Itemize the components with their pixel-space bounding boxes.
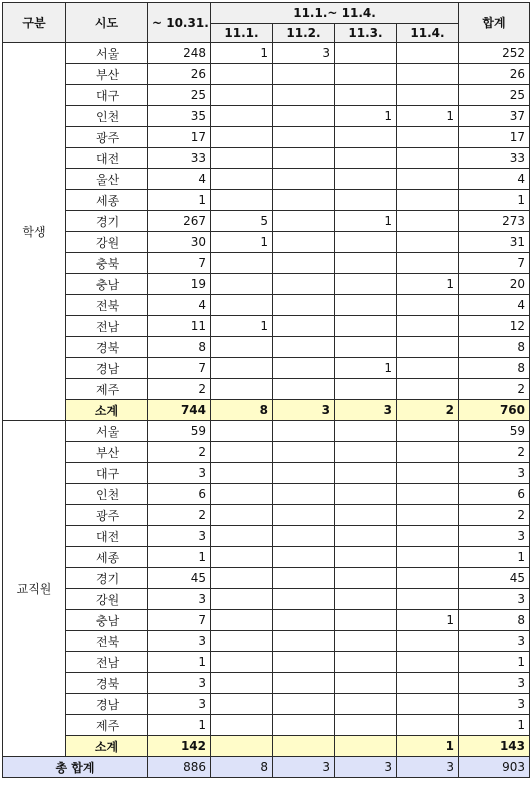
subtotal-d4-cell: 2 <box>397 400 459 421</box>
d1-cell <box>211 253 273 274</box>
d2-cell <box>273 652 335 673</box>
d2-cell <box>273 589 335 610</box>
header-day-4: 11.4. <box>397 23 459 43</box>
d4-cell: 1 <box>397 274 459 295</box>
d3-cell <box>335 694 397 715</box>
d1-cell <box>211 547 273 568</box>
region-cell: 서울 <box>66 43 148 64</box>
grand-total-d1-cell: 8 <box>211 757 273 778</box>
d1-cell <box>211 589 273 610</box>
total-cell: 20 <box>459 274 530 295</box>
d1-cell <box>211 610 273 631</box>
d4-cell <box>397 295 459 316</box>
region-cell: 세종 <box>66 547 148 568</box>
table-row <box>3 43 530 64</box>
d4-cell <box>397 463 459 484</box>
until-cell: 2 <box>148 379 211 400</box>
total-cell: 25 <box>459 85 530 106</box>
region-cell: 강원 <box>66 232 148 253</box>
region-cell: 대전 <box>66 148 148 169</box>
d4-cell: 1 <box>397 106 459 127</box>
d3-cell <box>335 232 397 253</box>
d2-cell <box>273 379 335 400</box>
total-cell: 4 <box>459 295 530 316</box>
d4-cell <box>397 484 459 505</box>
table-body <box>3 43 530 778</box>
d2-cell <box>273 421 335 442</box>
d4-cell: 1 <box>397 610 459 631</box>
d3-cell: 1 <box>335 106 397 127</box>
subtotal-d1-cell <box>211 736 273 757</box>
d2-cell <box>273 85 335 106</box>
until-cell: 45 <box>148 568 211 589</box>
d4-cell <box>397 673 459 694</box>
until-cell: 35 <box>148 106 211 127</box>
d1-cell <box>211 148 273 169</box>
d1-cell <box>211 358 273 379</box>
d4-cell <box>397 358 459 379</box>
total-cell: 37 <box>459 106 530 127</box>
d1-cell <box>211 484 273 505</box>
group-label: 교직원 <box>3 421 66 757</box>
d4-cell <box>397 253 459 274</box>
d3-cell <box>335 463 397 484</box>
group-label: 학생 <box>3 43 66 421</box>
header-until: ~ 10.31. <box>148 3 211 43</box>
until-cell: 11 <box>148 316 211 337</box>
d1-cell <box>211 64 273 85</box>
d1-cell <box>211 127 273 148</box>
total-cell: 8 <box>459 610 530 631</box>
region-cell: 부산 <box>66 64 148 85</box>
d1-cell <box>211 652 273 673</box>
region-cell: 대구 <box>66 463 148 484</box>
subtotal-until-cell: 142 <box>148 736 211 757</box>
total-cell: 12 <box>459 316 530 337</box>
region-cell: 서울 <box>66 421 148 442</box>
d1-cell <box>211 463 273 484</box>
until-cell: 3 <box>148 526 211 547</box>
header-day-2: 11.2. <box>273 23 335 43</box>
d1-cell <box>211 442 273 463</box>
d4-cell <box>397 64 459 85</box>
region-cell: 울산 <box>66 169 148 190</box>
region-cell: 충남 <box>66 274 148 295</box>
region-cell: 전남 <box>66 316 148 337</box>
table-row <box>3 715 530 736</box>
total-cell: 59 <box>459 421 530 442</box>
total-cell: 7 <box>459 253 530 274</box>
subtotal-total-cell: 760 <box>459 400 530 421</box>
table-row <box>3 652 530 673</box>
grand-total-label: 총 합계 <box>3 757 148 778</box>
total-cell: 1 <box>459 547 530 568</box>
d3-cell <box>335 673 397 694</box>
d3-cell <box>335 169 397 190</box>
d4-cell <box>397 379 459 400</box>
d1-cell <box>211 694 273 715</box>
d4-cell <box>397 232 459 253</box>
d1-cell: 1 <box>211 43 273 64</box>
table-row <box>3 106 530 127</box>
until-cell: 3 <box>148 694 211 715</box>
total-cell: 1 <box>459 715 530 736</box>
total-cell: 3 <box>459 694 530 715</box>
subtotal-d3-cell <box>335 736 397 757</box>
total-cell: 8 <box>459 358 530 379</box>
d2-cell <box>273 673 335 694</box>
total-cell: 26 <box>459 64 530 85</box>
d3-cell <box>335 484 397 505</box>
d2-cell <box>273 295 335 316</box>
header-period: 11.1.~ 11.4. <box>211 3 459 24</box>
d1-cell <box>211 295 273 316</box>
d4-cell <box>397 43 459 64</box>
d1-cell <box>211 421 273 442</box>
until-cell: 2 <box>148 505 211 526</box>
until-cell: 8 <box>148 337 211 358</box>
d1-cell <box>211 673 273 694</box>
d4-cell <box>397 316 459 337</box>
d2-cell: 3 <box>273 43 335 64</box>
header-category: 구분 <box>3 3 66 43</box>
d4-cell <box>397 505 459 526</box>
until-cell: 1 <box>148 652 211 673</box>
until-cell: 33 <box>148 148 211 169</box>
d1-cell <box>211 631 273 652</box>
d2-cell <box>273 190 335 211</box>
table-row <box>3 85 530 106</box>
d1-cell: 5 <box>211 211 273 232</box>
d2-cell <box>273 316 335 337</box>
until-cell: 1 <box>148 547 211 568</box>
header-region: 시도 <box>66 3 148 43</box>
region-cell: 대구 <box>66 85 148 106</box>
until-cell: 7 <box>148 358 211 379</box>
until-cell: 248 <box>148 43 211 64</box>
d3-cell <box>335 610 397 631</box>
d3-cell <box>335 631 397 652</box>
until-cell: 267 <box>148 211 211 232</box>
table-row <box>3 568 530 589</box>
d3-cell <box>335 442 397 463</box>
stats-table-container <box>2 2 529 778</box>
d4-cell <box>397 85 459 106</box>
d2-cell <box>273 337 335 358</box>
total-cell: 8 <box>459 337 530 358</box>
grand-total-d3-cell: 3 <box>335 757 397 778</box>
until-cell: 6 <box>148 484 211 505</box>
subtotal-d3-cell: 3 <box>335 400 397 421</box>
d4-cell <box>397 652 459 673</box>
until-cell: 3 <box>148 589 211 610</box>
total-cell: 273 <box>459 211 530 232</box>
region-cell: 제주 <box>66 715 148 736</box>
table-row <box>3 589 530 610</box>
d2-cell <box>273 211 335 232</box>
d1-cell <box>211 190 273 211</box>
subtotal-d4-cell: 1 <box>397 736 459 757</box>
d2-cell <box>273 64 335 85</box>
table-row <box>3 295 530 316</box>
table-row <box>3 148 530 169</box>
subtotal-row <box>3 400 530 421</box>
d3-cell <box>335 190 397 211</box>
d3-cell <box>335 274 397 295</box>
d1-cell: 1 <box>211 316 273 337</box>
table-row <box>3 274 530 295</box>
header-total: 합계 <box>459 3 530 43</box>
d4-cell <box>397 442 459 463</box>
table-row <box>3 694 530 715</box>
d4-cell <box>397 694 459 715</box>
subtotal-label: 소계 <box>66 736 148 757</box>
table-row <box>3 526 530 547</box>
region-cell: 전북 <box>66 631 148 652</box>
total-cell: 3 <box>459 673 530 694</box>
region-cell: 광주 <box>66 505 148 526</box>
d4-cell <box>397 337 459 358</box>
table-row <box>3 547 530 568</box>
total-cell: 3 <box>459 589 530 610</box>
d3-cell <box>335 505 397 526</box>
d3-cell <box>335 85 397 106</box>
table-row <box>3 358 530 379</box>
total-cell: 252 <box>459 43 530 64</box>
table-row <box>3 169 530 190</box>
total-cell: 2 <box>459 442 530 463</box>
d3-cell <box>335 589 397 610</box>
d2-cell <box>273 694 335 715</box>
d4-cell <box>397 190 459 211</box>
d2-cell <box>273 148 335 169</box>
until-cell: 19 <box>148 274 211 295</box>
subtotal-d2-cell: 3 <box>273 400 335 421</box>
table-row <box>3 253 530 274</box>
region-cell: 경기 <box>66 211 148 232</box>
stats-table <box>2 2 530 778</box>
table-row <box>3 631 530 652</box>
d4-cell <box>397 589 459 610</box>
total-cell: 3 <box>459 526 530 547</box>
d1-cell <box>211 715 273 736</box>
region-cell: 인천 <box>66 484 148 505</box>
region-cell: 제주 <box>66 379 148 400</box>
d2-cell <box>273 358 335 379</box>
total-cell: 3 <box>459 631 530 652</box>
header-day-3: 11.3. <box>335 23 397 43</box>
until-cell: 25 <box>148 85 211 106</box>
total-cell: 17 <box>459 127 530 148</box>
total-cell: 3 <box>459 463 530 484</box>
d2-cell <box>273 463 335 484</box>
table-row <box>3 64 530 85</box>
subtotal-row <box>3 736 530 757</box>
d3-cell <box>335 652 397 673</box>
grand-total-d2-cell: 3 <box>273 757 335 778</box>
header-day-1: 11.1. <box>211 23 273 43</box>
until-cell: 4 <box>148 295 211 316</box>
d3-cell: 1 <box>335 211 397 232</box>
until-cell: 30 <box>148 232 211 253</box>
d4-cell <box>397 127 459 148</box>
table-row <box>3 379 530 400</box>
region-cell: 세종 <box>66 190 148 211</box>
d4-cell <box>397 526 459 547</box>
region-cell: 경북 <box>66 673 148 694</box>
region-cell: 강원 <box>66 589 148 610</box>
d2-cell <box>273 127 335 148</box>
total-cell: 1 <box>459 652 530 673</box>
d2-cell <box>273 232 335 253</box>
region-cell: 인천 <box>66 106 148 127</box>
table-row <box>3 463 530 484</box>
d3-cell <box>335 148 397 169</box>
region-cell: 대전 <box>66 526 148 547</box>
table-row <box>3 673 530 694</box>
d3-cell <box>335 127 397 148</box>
d2-cell <box>273 715 335 736</box>
total-cell: 31 <box>459 232 530 253</box>
d2-cell <box>273 442 335 463</box>
d3-cell <box>335 568 397 589</box>
total-cell: 6 <box>459 484 530 505</box>
region-cell: 전남 <box>66 652 148 673</box>
total-cell: 4 <box>459 169 530 190</box>
d3-cell <box>335 316 397 337</box>
d2-cell <box>273 610 335 631</box>
d2-cell <box>273 169 335 190</box>
region-cell: 경북 <box>66 337 148 358</box>
subtotal-total-cell: 143 <box>459 736 530 757</box>
until-cell: 17 <box>148 127 211 148</box>
d3-cell: 1 <box>335 358 397 379</box>
grand-total-d4-cell: 3 <box>397 757 459 778</box>
d4-cell <box>397 421 459 442</box>
total-cell: 45 <box>459 568 530 589</box>
d1-cell <box>211 526 273 547</box>
d2-cell <box>273 106 335 127</box>
table-row <box>3 232 530 253</box>
d1-cell <box>211 505 273 526</box>
d1-cell <box>211 337 273 358</box>
d2-cell <box>273 526 335 547</box>
region-cell: 경남 <box>66 694 148 715</box>
d1-cell <box>211 274 273 295</box>
total-cell: 2 <box>459 505 530 526</box>
d4-cell <box>397 715 459 736</box>
d2-cell <box>273 505 335 526</box>
d1-cell <box>211 568 273 589</box>
grand-total-row <box>3 757 530 778</box>
d2-cell <box>273 568 335 589</box>
until-cell: 3 <box>148 463 211 484</box>
table-row <box>3 610 530 631</box>
d1-cell <box>211 85 273 106</box>
d4-cell <box>397 211 459 232</box>
until-cell: 4 <box>148 169 211 190</box>
d3-cell <box>335 253 397 274</box>
d4-cell <box>397 631 459 652</box>
d3-cell <box>335 295 397 316</box>
d4-cell <box>397 547 459 568</box>
d3-cell <box>335 421 397 442</box>
table-row <box>3 484 530 505</box>
d4-cell <box>397 169 459 190</box>
d2-cell <box>273 484 335 505</box>
until-cell: 2 <box>148 442 211 463</box>
d4-cell <box>397 148 459 169</box>
table-header <box>3 3 530 43</box>
grand-total-until-cell: 886 <box>148 757 211 778</box>
d4-cell <box>397 568 459 589</box>
table-row <box>3 127 530 148</box>
subtotal-label: 소계 <box>66 400 148 421</box>
d2-cell <box>273 274 335 295</box>
d1-cell <box>211 169 273 190</box>
until-cell: 26 <box>148 64 211 85</box>
d2-cell <box>273 253 335 274</box>
d3-cell <box>335 337 397 358</box>
table-row <box>3 190 530 211</box>
until-cell: 7 <box>148 253 211 274</box>
d3-cell <box>335 379 397 400</box>
total-cell: 2 <box>459 379 530 400</box>
total-cell: 33 <box>459 148 530 169</box>
table-row <box>3 337 530 358</box>
d3-cell <box>335 547 397 568</box>
subtotal-d2-cell <box>273 736 335 757</box>
until-cell: 3 <box>148 631 211 652</box>
region-cell: 경기 <box>66 568 148 589</box>
d3-cell <box>335 43 397 64</box>
subtotal-until-cell: 744 <box>148 400 211 421</box>
region-cell: 경남 <box>66 358 148 379</box>
d2-cell <box>273 631 335 652</box>
table-row <box>3 211 530 232</box>
d1-cell: 1 <box>211 232 273 253</box>
until-cell: 1 <box>148 715 211 736</box>
until-cell: 7 <box>148 610 211 631</box>
total-cell: 1 <box>459 190 530 211</box>
region-cell: 부산 <box>66 442 148 463</box>
d1-cell <box>211 106 273 127</box>
d2-cell <box>273 547 335 568</box>
d3-cell <box>335 715 397 736</box>
table-row <box>3 316 530 337</box>
until-cell: 1 <box>148 190 211 211</box>
table-row <box>3 505 530 526</box>
region-cell: 충남 <box>66 610 148 631</box>
table-row <box>3 421 530 442</box>
region-cell: 광주 <box>66 127 148 148</box>
grand-total-total-cell: 903 <box>459 757 530 778</box>
region-cell: 충북 <box>66 253 148 274</box>
region-cell: 전북 <box>66 295 148 316</box>
until-cell: 59 <box>148 421 211 442</box>
until-cell: 3 <box>148 673 211 694</box>
subtotal-d1-cell: 8 <box>211 400 273 421</box>
d3-cell <box>335 64 397 85</box>
d1-cell <box>211 379 273 400</box>
table-row <box>3 442 530 463</box>
d3-cell <box>335 526 397 547</box>
